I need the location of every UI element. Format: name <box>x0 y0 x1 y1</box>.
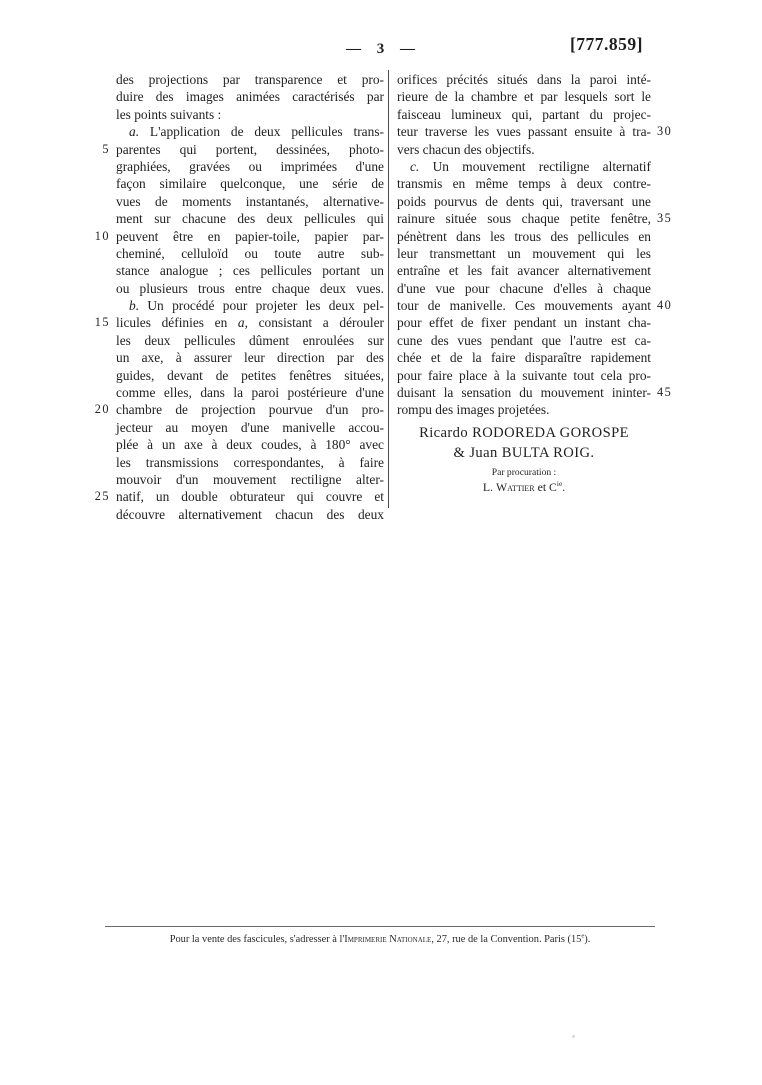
text-line <box>116 123 384 140</box>
signature-name-2: & Juan BULTA ROIG. <box>453 445 595 461</box>
text-line <box>397 280 651 297</box>
patent-number: [777.859] <box>569 34 643 54</box>
text-line-content: graphiées, gravées ou imprimées d'une <box>116 158 384 174</box>
text-line-content: peuvent être en papier-toile, papier par- <box>116 228 384 244</box>
text-line-content: duire des images animées caractérisés par <box>116 89 384 105</box>
text-line-content: stance analogue ; ces pellicules portant un <box>116 263 384 279</box>
line-number: 20 <box>94 402 110 417</box>
text-line-content: teur traverse les vues passant ensuite à tra- <box>397 124 651 140</box>
text-line <box>116 506 384 523</box>
text-line <box>116 419 384 436</box>
line-number: 45 <box>657 385 673 400</box>
text-line-content: pour faire place à la suivante tout cela pro- <box>397 367 651 383</box>
text-line <box>116 175 384 192</box>
text-line-content: vers chacun des objectifs. <box>397 141 535 157</box>
text-line <box>94 228 384 245</box>
footer-mid: , 27, rue de la Convention. Paris (15 <box>431 934 582 945</box>
text-line-content: ou plusieurs trous entre chaque deux vues. <box>116 280 384 296</box>
text-line <box>397 349 651 366</box>
text-line-content: rieure de la chambre et par lesquels sort le <box>397 89 651 105</box>
text-line <box>397 158 651 175</box>
text-line-content: jecteur au moyen d'une manivelle accou- <box>116 419 384 435</box>
text-line-content: pénètrent dans les trous des pellicules en <box>397 228 651 244</box>
text-line <box>397 401 651 418</box>
agent-mid: et C <box>534 480 557 494</box>
text-line-content: façon similaire quelconque, une série de <box>116 176 384 192</box>
agent-post: . <box>562 480 566 494</box>
text-line-content: a. L'application de deux pellicules trans- <box>129 124 384 140</box>
procuration-label: Par procuration : <box>491 467 557 478</box>
agent-sup: ie <box>556 479 563 489</box>
text-line-content: rompu des images projetées. <box>397 402 550 418</box>
text-line <box>397 175 651 192</box>
text-line <box>116 384 384 401</box>
text-line <box>397 332 651 349</box>
text-line <box>397 71 651 88</box>
text-line-content: rainure située sous chaque petite fenêtre, <box>397 211 651 227</box>
text-line-content: chée et de la faire disparaître rapidement <box>397 350 651 366</box>
signature-block <box>397 423 651 495</box>
line-number: 25 <box>94 489 110 504</box>
text-line <box>116 280 384 297</box>
text-line <box>397 297 673 314</box>
line-number: 30 <box>657 124 673 139</box>
text-line-content: duisant la sensation du mouvement ininter- <box>397 385 651 401</box>
line-number: 35 <box>657 211 673 226</box>
text-line <box>116 71 384 88</box>
text-line-content: guides, devant de petites fenêtres situées, <box>116 367 384 383</box>
text-line <box>116 349 384 366</box>
text-line-content: faisceau lumineux qui, partant du projec- <box>397 106 651 122</box>
footer-rule <box>105 926 655 927</box>
text-line-content: transmis en même temps à deux contre- <box>397 176 651 192</box>
text-line <box>116 436 384 453</box>
text-line-content: b. Un procédé pour projeter les deux pel- <box>129 298 384 314</box>
text-line <box>397 193 651 210</box>
text-line-content: licules définies en a, consistant a dérouler <box>116 315 384 331</box>
text-line <box>397 123 673 140</box>
text-line-content: ment sur chacune des deux pellicules qui <box>116 211 384 227</box>
text-line <box>397 245 651 262</box>
signature-name-1: Ricardo RODOREDA GOROSPE <box>419 425 629 441</box>
text-line <box>116 106 384 123</box>
text-line-content: les deux pellicules dûment enroulées sur <box>116 332 384 348</box>
right-text-column <box>397 71 673 419</box>
text-line <box>397 210 673 227</box>
text-line <box>116 262 384 279</box>
text-line-content: les points suivants : <box>116 106 222 122</box>
text-line-content: d'une vue pour chacune d'elles à chaque <box>397 280 651 296</box>
text-line-content: vues de moments instantanés, alternative- <box>116 193 384 209</box>
text-line <box>116 471 384 488</box>
text-line-content: cune des vues pendant que l'autre est ca- <box>397 332 651 348</box>
line-number: 5 <box>102 141 110 156</box>
agent-pre: L. <box>482 480 496 494</box>
text-line-content: pour effet de fixer pendant un instant cha- <box>397 315 651 331</box>
text-line <box>397 106 651 123</box>
text-line-content: plée à un axe à deux coudes, à 180° avec <box>116 437 384 453</box>
text-line <box>397 262 651 279</box>
column-divider-rule <box>388 70 389 508</box>
text-line-content: les transmissions correspondantes, à faire <box>116 454 384 470</box>
text-line <box>116 158 384 175</box>
text-line-content: découvre alternativement chacun des deux <box>116 506 384 522</box>
text-line-content: leur transmettant un mouvement qui les <box>397 245 651 261</box>
text-line-content: natif, un double obturateur qui couvre et <box>116 489 384 505</box>
agent-name: Wattier <box>495 480 535 494</box>
text-line <box>94 488 384 505</box>
line-number: 10 <box>94 228 110 243</box>
footer-pre: Pour la vente des fascicules, s'adresser à l' <box>169 934 345 945</box>
text-line <box>116 367 384 384</box>
text-line <box>116 297 384 314</box>
footer-note <box>105 933 655 947</box>
text-line-content: chambre de projection pourvue d'un pro- <box>116 402 384 418</box>
scan-artifact <box>572 1035 575 1038</box>
text-line-content: mouvoir d'un mouvement rectiligne alter- <box>116 471 384 487</box>
text-line <box>94 401 384 418</box>
footer-imprimerie: Imprimerie Nationale <box>344 934 432 945</box>
line-number: 15 <box>94 315 110 330</box>
text-line <box>116 245 384 262</box>
text-line <box>102 141 384 158</box>
text-line <box>397 141 651 158</box>
text-line-content: orifices précités situés dans la paroi inté- <box>397 72 651 87</box>
left-text-column <box>94 71 384 523</box>
text-line-content: comme elles, dans la paroi postérieure d'une <box>116 385 384 401</box>
text-line-content: entraîne et les fait avancer alternativement <box>397 263 651 279</box>
page-number: — 3 — <box>346 41 416 57</box>
agent-line <box>397 479 651 495</box>
text-line <box>116 88 384 105</box>
text-line <box>397 88 651 105</box>
text-line <box>397 367 651 384</box>
text-line <box>397 314 651 331</box>
text-line <box>116 210 384 227</box>
text-line <box>116 193 384 210</box>
text-line-content: cheminé, celluloïd ou toute autre sub- <box>116 245 384 261</box>
text-line <box>397 384 673 401</box>
footer-sup: e <box>581 932 585 940</box>
text-line <box>94 314 384 331</box>
text-line-content: c. Un mouvement rectiligne alternatif <box>410 158 651 174</box>
text-line <box>116 454 384 471</box>
text-line-content: poids pourvus de dents qui, traversant une <box>397 193 651 209</box>
text-line-content: parentes qui portent, dessinées, photo- <box>116 141 384 157</box>
text-line-content: un axe, à assurer leur direction par des <box>116 350 384 366</box>
text-line <box>116 332 384 349</box>
text-line-content: tour de manivelle. Ces mouvements ayant <box>397 298 651 314</box>
text-line-content: des projections par transparence et pro- <box>116 72 384 87</box>
line-number: 40 <box>657 298 673 313</box>
footer-post: ). <box>584 934 591 945</box>
text-line <box>397 228 651 245</box>
